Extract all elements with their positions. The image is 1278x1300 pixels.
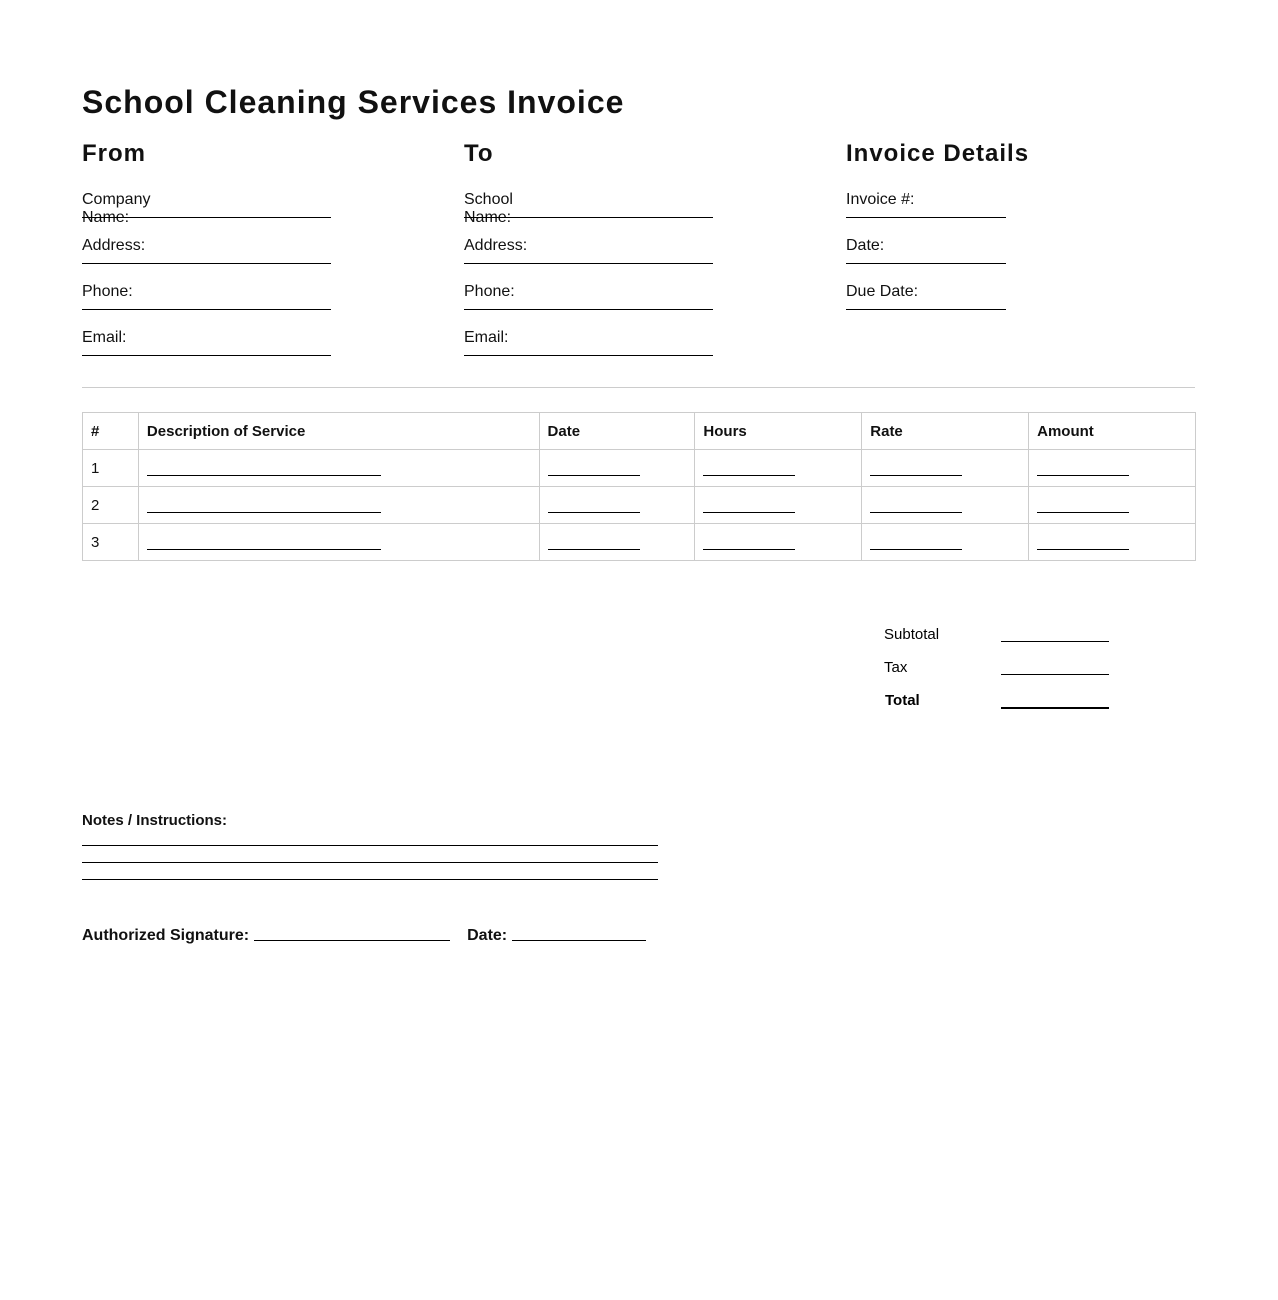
amount-input-line[interactable] bbox=[1037, 512, 1129, 513]
invoice-details-heading: Invoice Details bbox=[846, 140, 1030, 167]
invoice-title: School Cleaning Services Invoice bbox=[82, 84, 625, 120]
to-address-field bbox=[464, 225, 528, 271]
amount-cell bbox=[1029, 487, 1196, 524]
description-cell bbox=[138, 450, 539, 487]
rate-cell bbox=[862, 524, 1029, 561]
invoice-details-section bbox=[846, 138, 1029, 317]
table-row bbox=[83, 524, 1196, 561]
rate-cell bbox=[862, 487, 1029, 524]
column-header-rate: Rate bbox=[862, 413, 1029, 450]
notes-label: Notes / Instructions: bbox=[82, 812, 228, 829]
invoice-date-field bbox=[846, 225, 1029, 271]
from-address-input-line[interactable] bbox=[82, 263, 331, 264]
company-name-input-line[interactable] bbox=[82, 217, 331, 218]
subtotal-row bbox=[884, 624, 1124, 657]
rate-input-line[interactable] bbox=[870, 549, 962, 550]
row-number: 2 bbox=[83, 487, 139, 524]
amount-cell bbox=[1029, 524, 1196, 561]
totals-section bbox=[884, 624, 1124, 723]
tax-label: Tax bbox=[884, 659, 908, 676]
rate-cell bbox=[862, 450, 1029, 487]
description-input-line[interactable] bbox=[147, 512, 381, 513]
to-phone-field bbox=[464, 271, 515, 317]
hours-input-line[interactable] bbox=[703, 549, 795, 550]
from-phone-field bbox=[82, 271, 146, 317]
date-cell bbox=[539, 450, 695, 487]
description-input-line[interactable] bbox=[147, 549, 381, 550]
subtotal-label: Subtotal bbox=[884, 626, 940, 643]
to-email-field bbox=[464, 317, 509, 363]
hours-cell bbox=[695, 524, 862, 561]
date-cell bbox=[539, 524, 695, 561]
from-address-field bbox=[82, 225, 146, 271]
date-input-line[interactable] bbox=[548, 512, 640, 513]
due-date-field bbox=[846, 271, 1029, 317]
notes-section bbox=[82, 812, 658, 880]
notes-input-line-2[interactable] bbox=[82, 862, 658, 863]
to-heading: To bbox=[464, 140, 494, 167]
hours-input-line[interactable] bbox=[703, 512, 795, 513]
signature-section bbox=[82, 927, 646, 945]
field-label: Address: bbox=[82, 237, 146, 254]
from-section bbox=[82, 138, 151, 363]
notes-input-line-1[interactable] bbox=[82, 845, 658, 846]
to-phone-input-line[interactable] bbox=[464, 309, 713, 310]
to-section bbox=[464, 138, 528, 363]
school-name-input-line[interactable] bbox=[464, 217, 713, 218]
tax-input-line[interactable] bbox=[1001, 674, 1109, 675]
field-label: Email: bbox=[464, 329, 509, 346]
notes-input-line-3[interactable] bbox=[82, 879, 658, 880]
hours-cell bbox=[695, 487, 862, 524]
field-label: Email: bbox=[82, 329, 127, 346]
hours-cell bbox=[695, 450, 862, 487]
field-label: Company Name: bbox=[82, 191, 151, 226]
invoice-number-input-line[interactable] bbox=[846, 217, 1006, 218]
from-heading: From bbox=[82, 140, 146, 167]
to-address-input-line[interactable] bbox=[464, 263, 713, 264]
items-table bbox=[82, 412, 1196, 561]
rate-input-line[interactable] bbox=[870, 475, 962, 476]
row-number: 3 bbox=[83, 524, 139, 561]
total-label: Total bbox=[885, 692, 920, 709]
amount-cell bbox=[1029, 450, 1196, 487]
column-header-number: # bbox=[83, 413, 139, 450]
date-input-line[interactable] bbox=[548, 549, 640, 550]
table-header-row bbox=[83, 413, 1196, 450]
column-header-hours: Hours bbox=[695, 413, 862, 450]
amount-input-line[interactable] bbox=[1037, 549, 1129, 550]
column-header-description: Description of Service bbox=[138, 413, 539, 450]
description-cell bbox=[138, 487, 539, 524]
hours-input-line[interactable] bbox=[703, 475, 795, 476]
from-email-field bbox=[82, 317, 146, 363]
total-row bbox=[884, 690, 1124, 723]
field-label: Phone: bbox=[464, 283, 515, 300]
from-company-name-field bbox=[82, 179, 151, 226]
to-email-input-line[interactable] bbox=[464, 355, 713, 356]
amount-input-line[interactable] bbox=[1037, 475, 1129, 476]
field-label: Invoice #: bbox=[846, 191, 915, 208]
section-divider bbox=[82, 387, 1195, 388]
field-label: Address: bbox=[464, 237, 528, 254]
column-header-amount: Amount bbox=[1029, 413, 1196, 450]
from-email-input-line[interactable] bbox=[82, 355, 331, 356]
date-cell bbox=[539, 487, 695, 524]
signature-input-line[interactable] bbox=[254, 940, 450, 941]
table-row bbox=[83, 487, 1196, 524]
field-label: School Name: bbox=[464, 191, 513, 226]
total-input-line[interactable] bbox=[1001, 707, 1109, 709]
tax-row bbox=[884, 657, 1124, 690]
table-row bbox=[83, 450, 1196, 487]
description-input-line[interactable] bbox=[147, 475, 381, 476]
signature-date-input-line[interactable] bbox=[512, 940, 646, 941]
from-phone-input-line[interactable] bbox=[82, 309, 331, 310]
signature-date-label: Date: bbox=[467, 927, 508, 944]
date-input-line[interactable] bbox=[548, 475, 640, 476]
column-header-date: Date bbox=[539, 413, 695, 450]
rate-input-line[interactable] bbox=[870, 512, 962, 513]
description-cell bbox=[138, 524, 539, 561]
subtotal-input-line[interactable] bbox=[1001, 641, 1109, 642]
invoice-date-input-line[interactable] bbox=[846, 263, 1006, 264]
invoice-number-field bbox=[846, 179, 1029, 225]
field-label: Due Date: bbox=[846, 283, 919, 300]
to-school-name-field bbox=[464, 179, 513, 226]
field-label: Date: bbox=[846, 237, 885, 254]
signature-label: Authorized Signature: bbox=[82, 927, 250, 944]
row-number: 1 bbox=[83, 450, 139, 487]
field-label: Phone: bbox=[82, 283, 133, 300]
due-date-input-line[interactable] bbox=[846, 309, 1006, 310]
